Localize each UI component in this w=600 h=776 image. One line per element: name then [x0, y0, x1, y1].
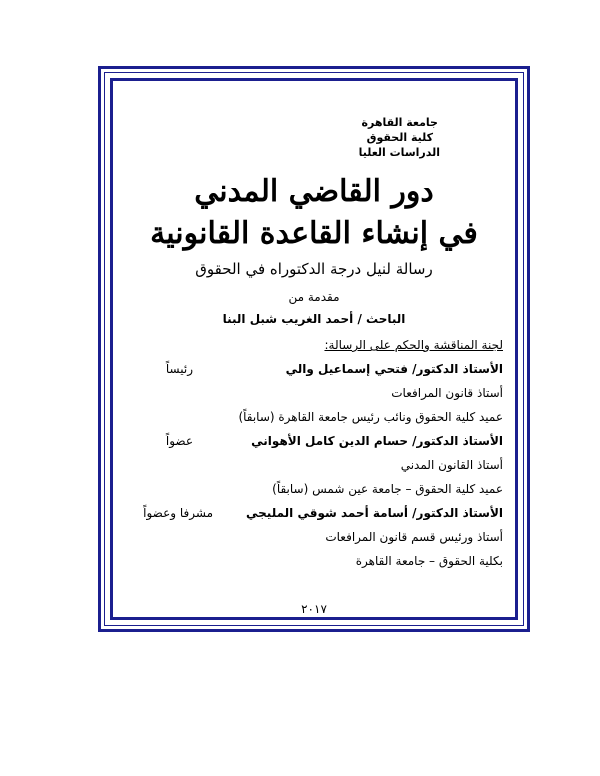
- member-2-role: عضواً: [165, 434, 193, 448]
- department-name: الدراسات العليا: [358, 146, 440, 159]
- member-3-role: مشرفا وعضواً: [143, 506, 213, 520]
- member-1-role: رئيساً: [165, 362, 193, 376]
- member-2-detail-1: أستاذ القانون المدني: [400, 458, 503, 472]
- committee-heading: لجنة المناقشة والحكم على الرسالة:: [324, 338, 503, 352]
- thesis-subtitle: رسالة لنيل درجة الدكتوراه في الحقوق: [195, 260, 433, 278]
- member-1-detail-1: أستاذ قانون المرافعات: [391, 386, 503, 400]
- thesis-title-line2: في إنشاء القاعدة القانونية: [150, 216, 478, 251]
- year: ٢٠١٧: [301, 602, 327, 616]
- member-2-detail-2: عميد كلية الحقوق – جامعة عين شمس (سابقاً): [272, 482, 503, 496]
- member-2-name: الأستاذ الدكتور/ حسام الدين كامل الأهواني: [251, 434, 503, 448]
- member-3-name: الأستاذ الدكتور/ أسامة أحمد شوقي المليجي: [246, 506, 503, 520]
- member-3-detail-1: أستاذ ورئيس قسم قانون المرافعات: [325, 530, 503, 544]
- cover-content: [125, 96, 503, 616]
- thesis-title-line1: دور القاضي المدني: [194, 174, 434, 209]
- member-1-name: الأستاذ الدكتور/ فتحي إسماعيل والي: [285, 362, 503, 376]
- university-name: جامعة القاهرة: [361, 116, 438, 129]
- researcher-name: الباحث / أحمد الغريب شبل البنا: [222, 312, 406, 326]
- presented-by: مقدمة من: [288, 290, 340, 304]
- member-3-detail-2: بكلية الحقوق – جامعة القاهرة: [355, 554, 503, 568]
- faculty-name: كلية الحقوق: [366, 131, 433, 144]
- member-1-detail-2: عميد كلية الحقوق ونائب رئيس جامعة القاهرة (سابقاً): [238, 410, 503, 424]
